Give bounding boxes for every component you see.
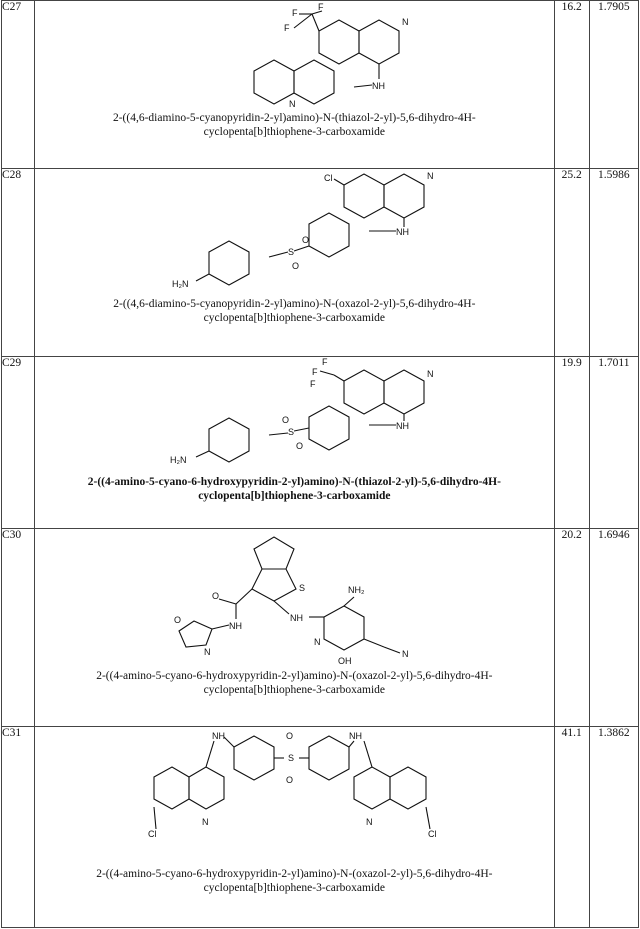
value-1: 41.1 <box>554 727 589 928</box>
value-2: 1.5986 <box>589 169 638 357</box>
structure-c30 <box>134 529 454 669</box>
svg-text:O: O <box>296 441 304 451</box>
svg-text:S: S <box>288 427 295 437</box>
svg-text:H₂N: H₂N <box>172 279 189 289</box>
value-2: 1.6946 <box>589 529 638 727</box>
compound-name: 2-((4,6-diamino-5-cyanopyridin-2-yl)amino)-N-(thiazol-2-yl)-5,6-dihydro-4H-cyclopenta[b]thiophene-3-carboxamide <box>112 112 476 138</box>
table-row <box>2 169 639 357</box>
structure-c29 <box>134 357 454 475</box>
compound-id: C31 <box>2 727 35 928</box>
value-1: 16.2 <box>554 1 589 169</box>
svg-text:NH: NH <box>396 227 410 237</box>
svg-text:F: F <box>318 2 324 12</box>
svg-text:O: O <box>286 731 294 741</box>
compound-table <box>1 0 639 928</box>
compound-name: 2-((4-amino-5-cyano-6-hydroxypyridin-2-yl)amino)-N-(oxazol-2-yl)-5,6-dihydro-4H-cyclopenta[b]thiophene-3-carboxamide <box>96 670 493 696</box>
svg-text:Cl: Cl <box>428 829 437 839</box>
svg-text:N: N <box>427 171 434 181</box>
table-row <box>2 529 639 727</box>
structure-cell <box>35 529 554 727</box>
table-row <box>2 357 639 529</box>
svg-text:N: N <box>289 99 296 109</box>
structure-c27 <box>144 1 444 111</box>
compound-name: 2-((4-amino-5-cyano-6-hydroxypyridin-2-yl)amino)-N-(oxazol-2-yl)-5,6-dihydro-4H-cyclopenta[b]thiophene-3-carboxamide <box>96 868 493 894</box>
svg-text:F: F <box>312 367 318 377</box>
structure-c28 <box>134 169 454 297</box>
table-row <box>2 727 639 928</box>
svg-text:S: S <box>288 247 295 257</box>
svg-text:NH: NH <box>212 731 226 741</box>
structure-cell <box>35 169 554 357</box>
svg-text:N: N <box>366 817 373 827</box>
structure-cell <box>35 727 554 928</box>
svg-text:N: N <box>427 369 434 379</box>
svg-text:NH: NH <box>229 621 243 631</box>
svg-text:NH: NH <box>349 731 363 741</box>
svg-text:O: O <box>282 415 290 425</box>
value-1: 19.9 <box>554 357 589 529</box>
svg-text:S: S <box>288 753 295 763</box>
svg-text:F: F <box>292 8 298 18</box>
svg-text:N: N <box>314 637 321 647</box>
svg-text:N: N <box>402 17 409 27</box>
svg-text:N: N <box>402 649 409 659</box>
svg-text:S: S <box>299 583 306 593</box>
compound-name: 2-((4,6-diamino-5-cyanopyridin-2-yl)amino)-N-(oxazol-2-yl)-5,6-dihydro-4H-cyclopenta[b]thiophene-3-carboxamide <box>113 298 476 324</box>
value-2: 1.7011 <box>589 357 638 529</box>
svg-text:F: F <box>322 357 328 367</box>
svg-text:O: O <box>292 261 300 271</box>
compound-id: C28 <box>2 169 35 357</box>
svg-text:N: N <box>202 817 209 827</box>
compound-id: C30 <box>2 529 35 727</box>
compound-id: C29 <box>2 357 35 529</box>
table-row <box>2 1 639 169</box>
svg-text:OH: OH <box>338 656 352 666</box>
svg-text:H₂N: H₂N <box>170 455 187 465</box>
svg-text:F: F <box>284 23 290 33</box>
svg-text:NH: NH <box>396 421 410 431</box>
value-2: 1.7905 <box>589 1 638 169</box>
svg-text:N: N <box>204 647 211 657</box>
svg-text:NH₂: NH₂ <box>348 585 365 595</box>
svg-text:O: O <box>174 615 182 625</box>
compound-id: C27 <box>2 1 35 169</box>
svg-text:NH: NH <box>372 81 386 91</box>
svg-text:O: O <box>286 775 294 785</box>
svg-text:NH: NH <box>290 613 304 623</box>
svg-text:Cl: Cl <box>148 829 157 839</box>
svg-text:O: O <box>302 235 310 245</box>
svg-text:O: O <box>212 591 220 601</box>
structure-cell <box>35 1 554 169</box>
structure-c31 <box>144 727 444 867</box>
svg-text:F: F <box>310 379 316 389</box>
value-1: 20.2 <box>554 529 589 727</box>
compound-name: 2-((4-amino-5-cyano-6-hydroxypyridin-2-yl)amino)-N-(thiazol-2-yl)-5,6-dihydro-4H-cyclopenta[b]thiophene-3-carboxamide <box>87 476 501 502</box>
value-2: 1.3862 <box>589 727 638 928</box>
structure-cell <box>35 357 554 529</box>
svg-text:Cl: Cl <box>324 173 333 183</box>
value-1: 25.2 <box>554 169 589 357</box>
